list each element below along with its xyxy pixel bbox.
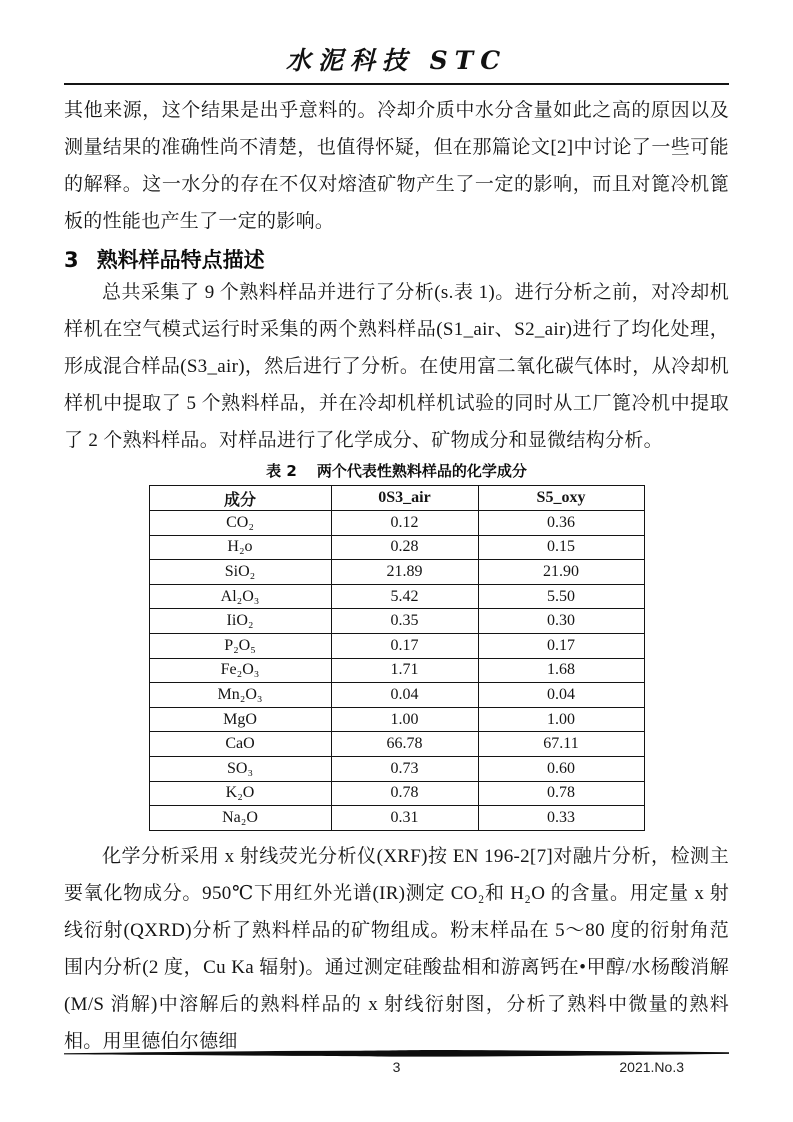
component-cell: K₂O xyxy=(149,781,331,806)
component-cell: IiO₂ xyxy=(149,609,331,634)
value-cell: 0.31 xyxy=(331,806,478,831)
table-row xyxy=(149,756,644,781)
value-cell: 0.60 xyxy=(478,756,644,781)
column-header-sample-oxy: S5_oxy xyxy=(478,486,644,511)
component-cell: CaO xyxy=(149,732,331,757)
table-caption-label: 表 2 xyxy=(266,462,297,480)
component-cell: H₂o xyxy=(149,535,331,560)
value-cell: 0.12 xyxy=(331,511,478,536)
component-cell: Mn₂O₃ xyxy=(149,683,331,708)
value-cell: 1.68 xyxy=(478,658,644,683)
table-caption-title: 两个代表性熟料样品的化学成分 xyxy=(316,462,527,480)
value-cell: 0.04 xyxy=(331,683,478,708)
page-number: 3 xyxy=(392,1059,401,1075)
journal-title: 水泥科技 STC xyxy=(285,46,508,75)
table-row xyxy=(149,609,644,634)
paragraph-analysis-methods: 化学分析采用 x 射线荧光分析仪(XRF)按 EN 196-2[7]对融片分析，检测主要氧化物成分。950℃下用红外光谱(IR)测定 CO₂和 H₂O 的含量。用定量 x 射线衍射(QXRD)分析了熟料样品的矿物组成。粉末样品在 5～80 度的衍射角范围内分析(2 度，Cu Ka 辐射)。通过测定硅酸盐相和游离钙在•甲醇/水杨酸消解(M/S 消解)中溶解后的熟料样品的 x 射线衍射图，分析了熟料中微量的熟料相。用里德伯尔德细 xyxy=(64,845,729,1052)
value-cell: 1.00 xyxy=(478,707,644,732)
table-row xyxy=(149,683,644,708)
component-cell: SO₃ xyxy=(149,756,331,781)
table-row xyxy=(149,633,644,658)
section-number: 3 xyxy=(64,248,79,272)
component-cell: CO₂ xyxy=(149,511,331,536)
header-rule xyxy=(64,83,729,85)
component-cell: P₂O₅ xyxy=(149,633,331,658)
page-footer xyxy=(64,1049,729,1078)
component-cell: Na₂O xyxy=(149,806,331,831)
value-cell: 21.89 xyxy=(331,560,478,585)
value-cell: 0.35 xyxy=(331,609,478,634)
chem-table-header xyxy=(149,486,644,511)
value-cell: 0.28 xyxy=(331,535,478,560)
value-cell: 0.33 xyxy=(478,806,644,831)
value-cell: 67.11 xyxy=(478,732,644,757)
page-content xyxy=(0,92,793,1060)
table-row xyxy=(149,584,644,609)
chemical-composition-table xyxy=(149,485,645,831)
table-row xyxy=(149,707,644,732)
value-cell: 0.73 xyxy=(331,756,478,781)
value-cell: 0.30 xyxy=(478,609,644,634)
footer-meta xyxy=(64,1058,729,1078)
value-cell: 0.78 xyxy=(331,781,478,806)
section-title: 熟料样品特点描述 xyxy=(96,248,265,272)
chem-table-body xyxy=(149,511,644,831)
value-cell: 1.71 xyxy=(331,658,478,683)
table-caption xyxy=(64,462,729,480)
value-cell: 0.17 xyxy=(331,633,478,658)
component-cell: SiO₂ xyxy=(149,560,331,585)
header-row xyxy=(149,486,644,511)
value-cell: 66.78 xyxy=(331,732,478,757)
value-cell: 0.15 xyxy=(478,535,644,560)
value-cell: 0.36 xyxy=(478,511,644,536)
paragraph-water-discussion: 其他来源，这个结果是出乎意料的。冷却介质中水分含量如此之高的原因以及测量结果的准确性尚不清楚，也值得怀疑，但在那篇论文[2]中讨论了一些可能的解释。这一水分的存在不仅对熔渣矿物产生了一定的影响，而且对篦冷机篦板的性能也产生了一定的影响。 xyxy=(64,100,729,232)
component-cell: MgO xyxy=(149,707,331,732)
table-row xyxy=(149,511,644,536)
component-cell: Fe₂O₃ xyxy=(149,658,331,683)
issue-label: 2021.No.3 xyxy=(619,1059,684,1075)
table-row xyxy=(149,658,644,683)
value-cell: 1.00 xyxy=(331,707,478,732)
column-header-sample-air: 0S3_air xyxy=(331,486,478,511)
value-cell: 21.90 xyxy=(478,560,644,585)
table-row xyxy=(149,781,644,806)
value-cell: 5.50 xyxy=(478,584,644,609)
component-cell: Al₂O₃ xyxy=(149,584,331,609)
table-row xyxy=(149,732,644,757)
value-cell: 0.78 xyxy=(478,781,644,806)
table-row xyxy=(149,806,644,831)
paragraph-sampling: 总共采集了 9 个熟料样品并进行了分析(s.表 1)。进行分析之前，对冷却机样机在空气模式运行时采集的两个熟料样品(S1_air、S2_air)进行了均化处理，形成混合样品(S3_air)，然后进行了分析。在使用富二氧化碳气体时，从冷却机样机中提取了 5 个熟料样品，并在冷却机样机试验的同时从工厂篦冷机中提取了 2 个熟料样品。对样品进行了化学成分、矿物成分和显微结构分析。 xyxy=(64,282,729,451)
column-header-component: 成分 xyxy=(149,486,331,511)
table-row xyxy=(149,535,644,560)
section-heading xyxy=(64,246,729,274)
table-row xyxy=(149,560,644,585)
value-cell: 5.42 xyxy=(331,584,478,609)
journal-header xyxy=(0,0,793,77)
footer-rule xyxy=(64,1049,729,1058)
value-cell: 0.17 xyxy=(478,633,644,658)
value-cell: 0.04 xyxy=(478,683,644,708)
